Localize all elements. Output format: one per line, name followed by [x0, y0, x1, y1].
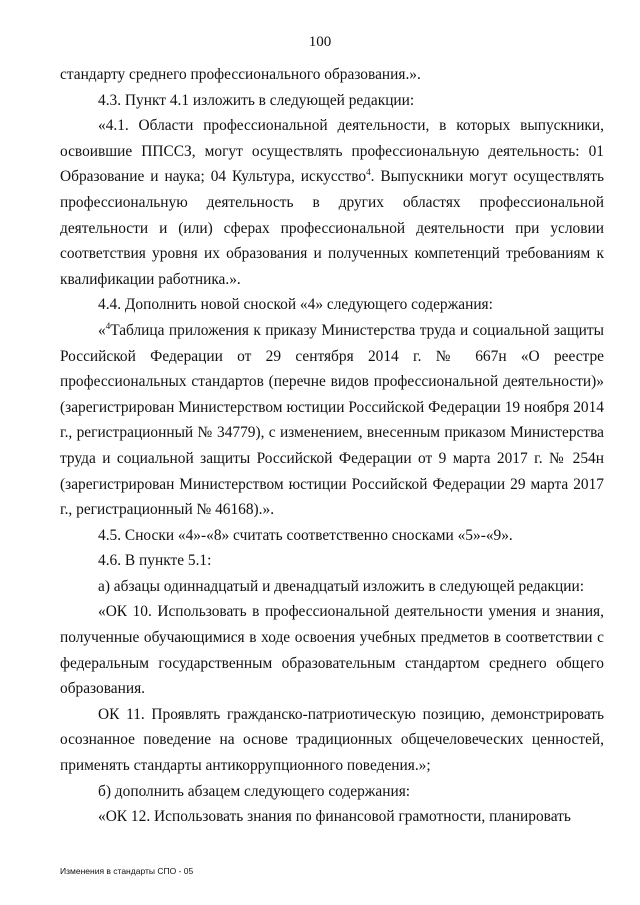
paragraph-ok-12: «ОК 12. Использовать знания по финансовой грамотности, планировать: [98, 808, 571, 826]
paragraph-4-6: 4.6. В пункте 5.1:: [98, 552, 212, 570]
paragraph-4-4: 4.4. Дополнить новой сноской «4» следующего содержания:: [98, 296, 493, 314]
paragraph-4-5: 4.5. Сноски «4»-«8» считать соответственно сносками «5»-«9».: [98, 526, 513, 544]
paragraph-item-b: б) дополнить абзацем следующего содержания:: [98, 782, 411, 800]
paragraph-ok-10: «ОК 10. Использовать в профессиональной деятельности умения и знания, полученные обучающимися в ходе освоения учебных предметов в соответствии с федеральным государственным образовательным стандартом среднего общего образования.: [60, 603, 604, 698]
page-number: 100: [308, 34, 332, 50]
paragraph-4-1-text-a: «4.1. Области профессиональной деятельности, в которых выпускники, освоившие ППССЗ, могут осуществлять профессиональную деятельность: 01 Образование и наука; 04 Культура, искусство: [60, 117, 604, 186]
paragraph-ok-11: ОК 11. Проявлять гражданско-патриотическую позицию, демонстрировать осознанное поведение на основе традиционных общечеловеческих ценностей, применять стандарты антикоррупционного поведения.»;: [60, 705, 604, 775]
footnote-4-open-quote: «: [98, 321, 106, 339]
page-footer: Изменения в стандарты СПО - 05: [60, 866, 194, 876]
footnote-4-body: Таблица приложения к приказу Министерства труда и социальной защиты Российской Федерации от 29 сентября 2014 г. № 667н «О реестре профессиональных стандартов (перечне видов профессиональной деятельности)» (зарегистрирован Министерством юстиции Российской Федерации 19 ноября 2014 г., регистрационный № 34779), с изменением, внесенным приказом Министерства труда и социальной защиты Российской Федерации от 9 марта 2017 г. № 254н (зарегистрирован Министерством юстиции Российской Федерации 29 марта 2017 г., регистрационный № 46168).».: [60, 321, 604, 519]
paragraph-4-1-text-b: . Выпускники могут осуществлять профессиональную деятельность в других областях профессиональной деятельности и (или) сферах профессиональной деятельности при условии соответствия уровня их образования и полученных компетенций требованиям к квалификации работника.».: [60, 168, 604, 288]
footnote-4-text: [60, 318, 604, 523]
paragraph-4-3: 4.3. Пункт 4.1 изложить в следующей редакции:: [98, 91, 415, 109]
footnote-mark-4: 4: [105, 320, 111, 331]
paragraph-item-a: а) абзацы одиннадцатый и двенадцатый изложить в следующей редакции:: [98, 577, 584, 595]
footnote-ref-4: 4: [366, 167, 371, 178]
paragraph-4-1-quote: [60, 113, 604, 292]
document-body: [60, 62, 604, 830]
paragraph-continuation: стандарту среднего профессионального образования.».: [60, 66, 421, 83]
